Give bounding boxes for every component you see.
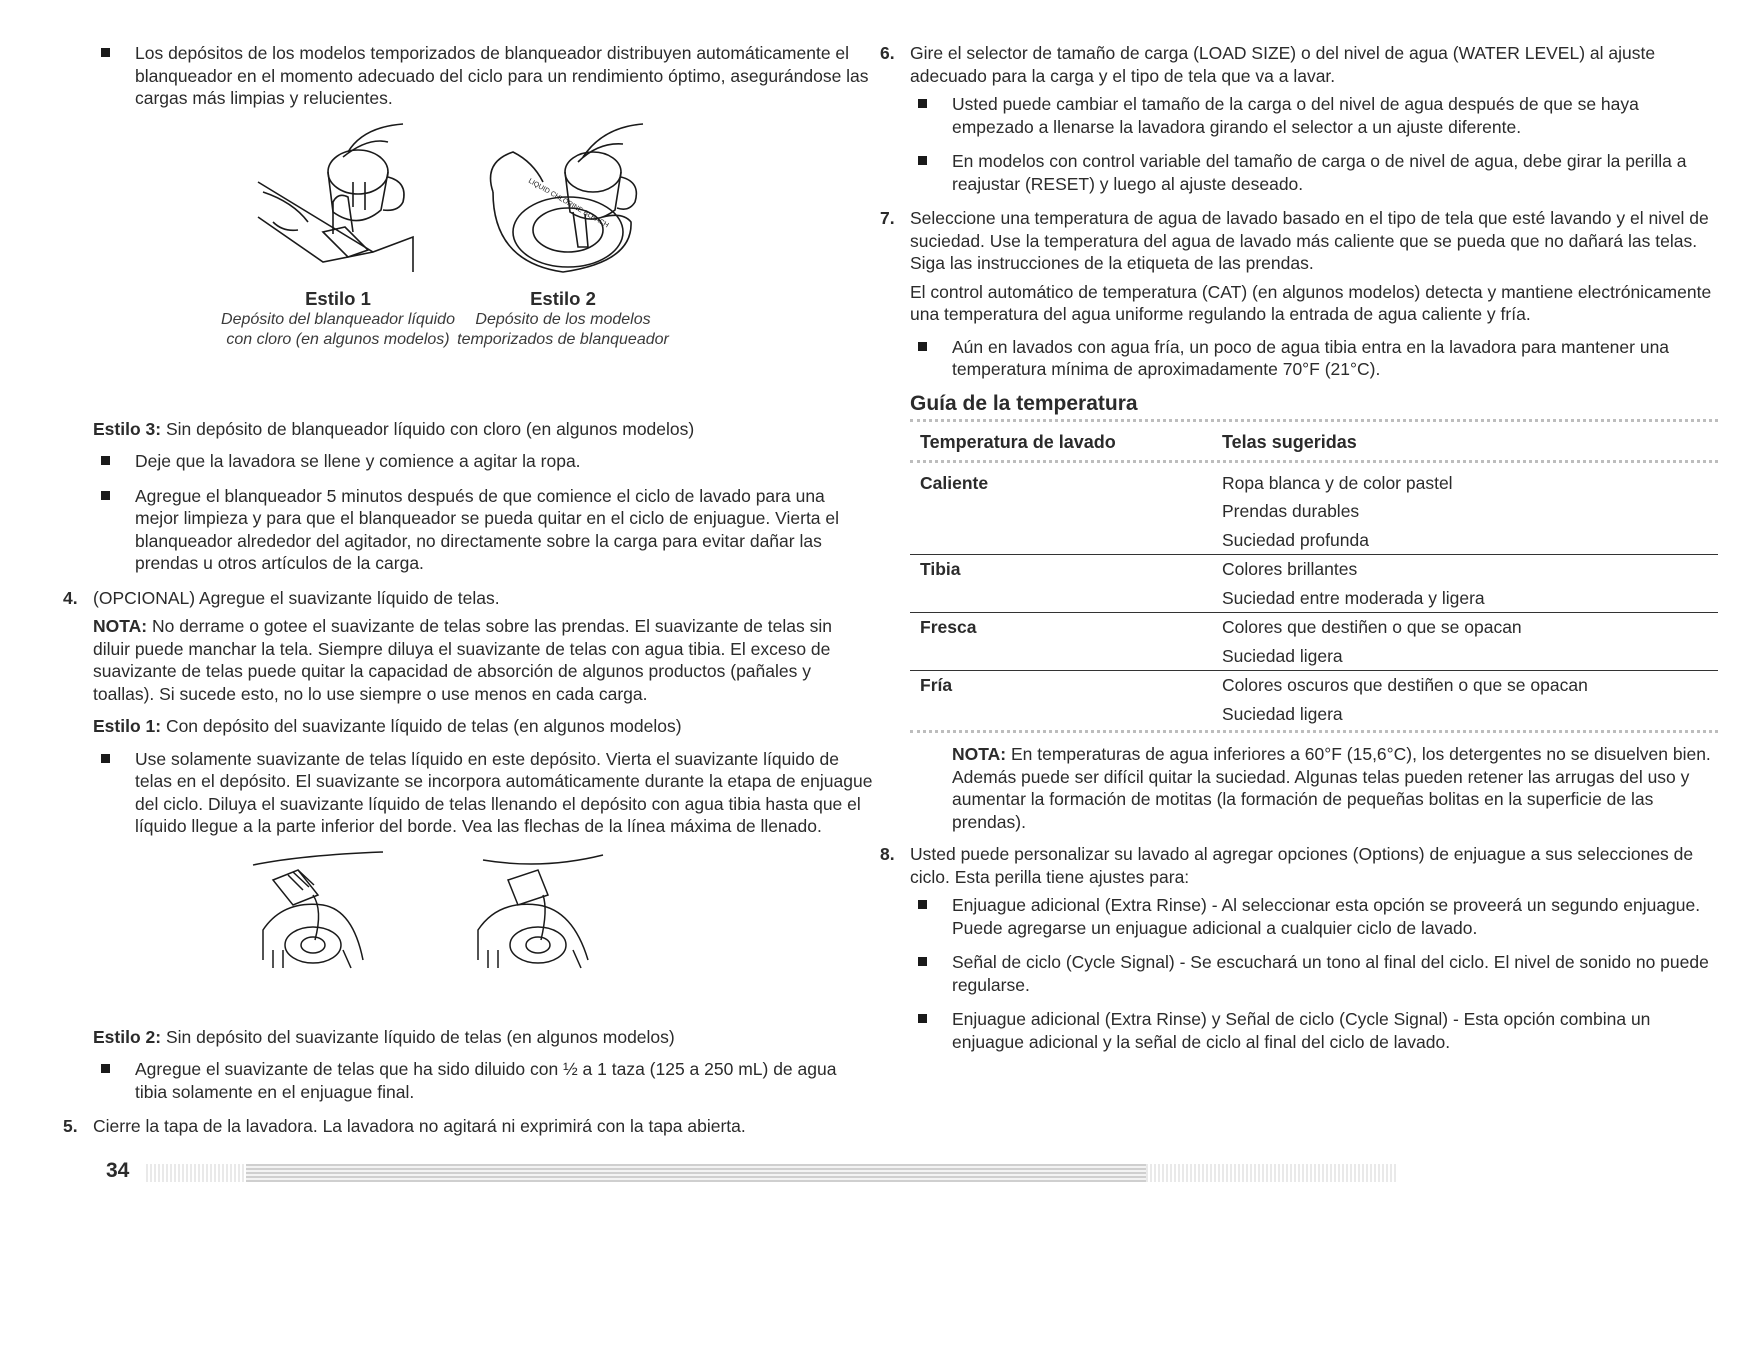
nota-softener: NOTA: No derrame o gotee el suavizante de telas sobre las prendas. El suavizante de telas sin diluir puede manchar la tela. Siempre diluya el suavizante de telas con agua tibia. El exceso de suavizante de telas puede quitar la capacidad de absorción de algunos productos (pañales y toallas). Si sucede esto, no lo use siempre o use menos en cada carga. bbox=[93, 616, 832, 704]
figure-1-caption: Depósito del blanqueador líquido con cloro (en algunos modelos) bbox=[221, 311, 455, 348]
bleach-dispenser-illustration-2 bbox=[473, 122, 653, 282]
table-row: Suciedad entre moderada y ligera bbox=[1222, 587, 1485, 608]
step-8: 8. Usted puede personalizar su lavado al agregar opciones (Options) de enjuague a sus selecciones de ciclo. Esta perilla tiene ajustes para: bbox=[880, 844, 1694, 887]
bullet-timed-bleach: Los depósitos de los modelos temporizados de blanqueador distribuyen automáticamente el blanqueador en el momento adecuado del ciclo para un rendimiento óptimo, asegurándose las cargas más limpias y relucientes. bbox=[93, 42, 873, 110]
figure-1-title: Estilo 1 bbox=[305, 287, 371, 309]
figure-style-1 bbox=[213, 122, 463, 350]
table-row: Tibia Colores brillantes bbox=[910, 555, 1718, 584]
table-row: Suciedad ligera bbox=[1222, 645, 1343, 666]
estilo3-bullet-1: Deje que la lavadora se llene y comience a agitar la ropa. bbox=[93, 450, 873, 473]
step-4: 4. (OPCIONAL) Agregue el suavizante líquido de telas. bbox=[63, 587, 500, 608]
step-5: 5. Cierre la tapa de la lavadora. La lavadora no agitará ni exprimirá con la tapa abierta. bbox=[63, 1116, 746, 1136]
step6-bullet-2: En modelos con control variable del tamaño de carga o de nivel de agua, debe girar la perilla a reajustar (RESET) y luego al ajuste deseado. bbox=[910, 150, 1718, 195]
figure-style-2 bbox=[438, 122, 688, 350]
temperature-guide-title: Guía de la temperatura bbox=[910, 391, 1138, 415]
table-row: Fresca Colores que destiñen o que se opacan bbox=[910, 613, 1718, 642]
softener-dispenser-illustration-2 bbox=[463, 850, 613, 970]
step-6: 6. Gire el selector de tamaño de carga (LOAD SIZE) o del nivel de agua (WATER LEVEL) al ajuste adecuado para la carga y el tipo de tela que va a lavar. bbox=[880, 43, 1656, 86]
left-column bbox=[63, 42, 873, 1144]
temperature-guide-table bbox=[910, 428, 1718, 728]
estilo3-bullet-2: Agregue el blanqueador 5 minutos después de que comience el ciclo de lavado para una mejor limpieza y para que el blanqueador se pueda quitar en el ciclo de enjuague. Vierta el blanqueador alrededor del agitador, no directamente sobre la carga para evitar dañar las prendas u otros artículos de la carga. bbox=[93, 485, 873, 575]
figure-2-title: Estilo 2 bbox=[530, 287, 596, 309]
table-row: Prendas durables bbox=[1222, 501, 1360, 521]
bleach-figures bbox=[93, 122, 873, 412]
table-row: Suciedad ligera bbox=[1222, 703, 1343, 724]
estilo2-bullet: Agregue el suavizante de telas que ha sido diluido con ½ a 1 taza (125 a 250 mL) de agua tibia solamente en el enjuague final. bbox=[93, 1058, 873, 1103]
divider bbox=[910, 730, 1718, 737]
divider bbox=[910, 460, 1718, 467]
bottle-label: LIQUID CHLORINE BLEACH bbox=[527, 177, 610, 229]
estilo1-heading: Estilo 1: Con depósito del suavizante líquido de telas (en algunos modelos) bbox=[93, 716, 682, 736]
nota-temperature: NOTA: En temperaturas de agua inferiores a 60°F (15,6°C), los detergentes no se disuelven bien. Además puede ser difícil quitar la suciedad. Algunas telas pueden retener las arrugas del uso y aumentar la formación de motitas (la formación de pequeñas bolitas en la superficie de las prendas). bbox=[952, 744, 1711, 832]
page-footer bbox=[96, 1160, 1516, 1186]
softener-figures bbox=[93, 850, 873, 1020]
step6-bullet-1: Usted puede cambiar el tamaño de la carga o del nivel de agua después de que se haya empezado a llenarse la lavadora girando el selector a un ajuste diferente. bbox=[910, 93, 1718, 138]
estilo1-bullet: Use solamente suavizante de telas líquido en este depósito. Vierta el suavizante líquido de telas en el depósito. El suavizante se incorpora automáticamente durante la etapa de enjuague del ciclo. Diluya el suavizante líquido de telas llenando el depósito con agua tibia hasta que el líquido llegue a la parte inferior del borde. Vea las flechas de la línea máxima de llenado. bbox=[93, 748, 873, 838]
table-row: Caliente Ropa blanca y de color pastel bbox=[920, 472, 1453, 493]
step8-bullet-2: Señal de ciclo (Cycle Signal) - Se escuchará un tono al final del ciclo. El nivel de sonido no puede regularse. bbox=[910, 951, 1718, 996]
estilo3-heading: Estilo 3: Sin depósito de blanqueador líquido con cloro (en algunos modelos) bbox=[93, 418, 695, 439]
step-7: 7. Seleccione una temperatura de agua de lavado basado en el tipo de tela que esté lavando y el nivel de suciedad. Use la temperatura del agua de lavado más caliente que se pueda que no dañará las telas. Siga las instrucciones de la etiqueta de las prendas. bbox=[880, 208, 1709, 273]
figure-2-caption: Depósito de los modelos temporizados de blanqueador bbox=[457, 311, 669, 348]
step8-bullet-1: Enjuague adicional (Extra Rinse) - Al seleccionar esta opción se proveerá un segundo enjuague. Puede agregarse un enjuague adicional a cualquier ciclo de lavado. bbox=[910, 894, 1718, 939]
table-row: Fría Colores oscuros que destiñen o que se opacan bbox=[910, 671, 1718, 700]
table-row: Suciedad profunda bbox=[1222, 529, 1369, 550]
page-number: 34 bbox=[106, 1159, 130, 1182]
softener-dispenser-illustration-1 bbox=[243, 850, 393, 970]
column-header-fabrics: Telas sugeridas bbox=[1222, 432, 1357, 452]
bleach-dispenser-illustration-1 bbox=[253, 122, 423, 282]
footer-pattern bbox=[246, 1164, 1146, 1182]
column-header-temperature: Temperatura de lavado bbox=[920, 432, 1116, 452]
divider bbox=[910, 419, 1718, 426]
right-column bbox=[880, 42, 1718, 1065]
estilo2-heading: Estilo 2: Sin depósito del suavizante líquido de telas (en algunos modelos) bbox=[93, 1026, 675, 1047]
step8-bullet-3: Enjuague adicional (Extra Rinse) y Señal de ciclo (Cycle Signal) - Esta opción combina un enjuague adicional y la señal de ciclo al final del ciclo de lavado. bbox=[910, 1008, 1718, 1053]
step7-cat-paragraph: El control automático de temperatura (CAT) (en algunos modelos) detecta y mantiene electrónicamente una temperatura del agua uniforme regulando la entrada de agua caliente y fría. bbox=[910, 281, 1712, 324]
step7-bullet: Aún en lavados con agua fría, un poco de agua tibia entra en la lavadora para mantener una temperatura mínima de aproximadamente 70°F (21°C). bbox=[910, 336, 1718, 381]
